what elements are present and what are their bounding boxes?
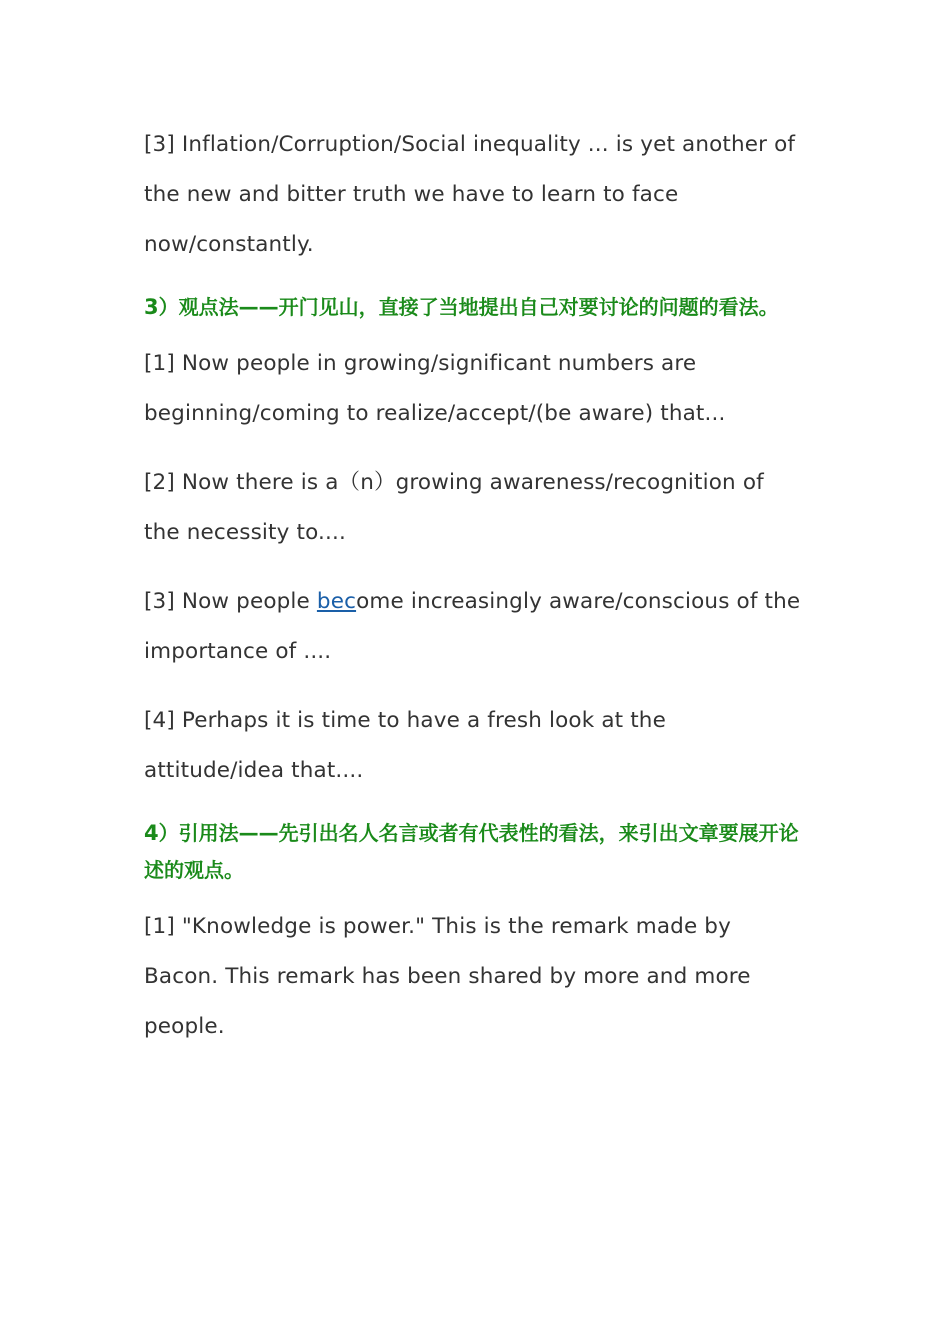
document-page (144, 120, 804, 1071)
become-link[interactable]: bec (316, 589, 357, 614)
paragraph-increasingly-aware (144, 577, 804, 677)
section-title: ）观点法——开门见山，直接了当地提出自己对要讨论的问题的看法。 (158, 295, 779, 319)
section-heading-4 (144, 815, 804, 889)
section-number: 4 (144, 821, 159, 845)
paragraph-knowledge-is-power: [1] "Knowledge is power." This is the remark made by Bacon. This remark has been shared by more and more people. (144, 914, 751, 1039)
paragraph-inflation: [3] Inflation/Corruption/Social inequality ... is yet another of the new and bitter truth we have to learn to face now/constantly. (144, 132, 796, 257)
paragraph-fresh-look: [4] Perhaps it is time to have a fresh look at the attitude/idea that.... (144, 708, 666, 783)
paragraph-text-start: [3] Now people (144, 589, 317, 614)
section-heading-3 (144, 289, 804, 326)
paragraph-growing-awareness: [2] Now there is a（n）growing awareness/recognition of the necessity to.... (144, 470, 764, 545)
section-number: 3 (144, 295, 159, 319)
section-title: ）引用法——先引出名人名言或者有代表性的看法，来引出文章要展开论述的观点。 (144, 821, 799, 882)
paragraph-growing-numbers: [1] Now people in growing/significant numbers are beginning/coming to realize/accept/(be aware) that... (144, 351, 726, 426)
paragraph-text-end: ome increasingly aware/conscious of the importance of .... (144, 589, 801, 664)
